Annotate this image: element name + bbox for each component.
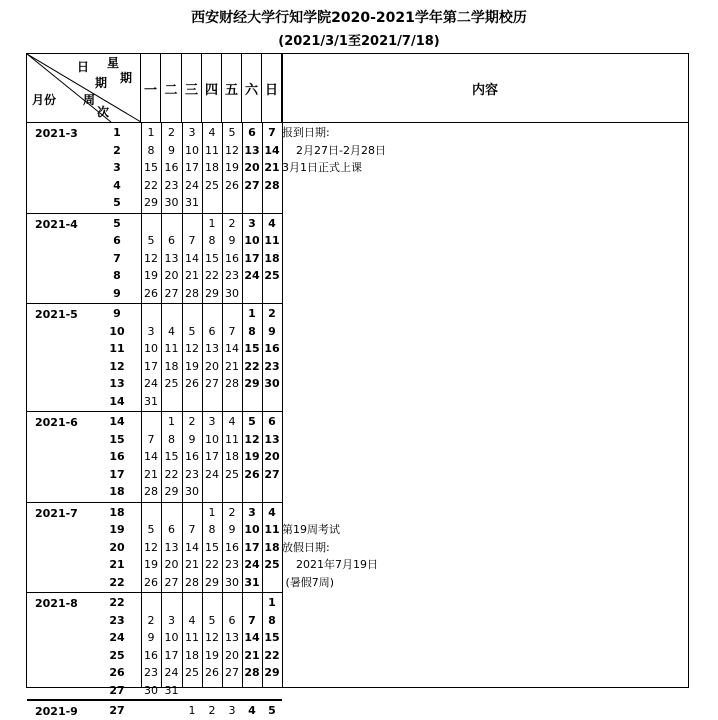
day-cell: 20 [164, 269, 179, 282]
week-number: 10 [109, 324, 125, 338]
day-cell: 9 [228, 523, 236, 536]
day-cell: 2 [228, 505, 236, 519]
day-cell: 9 [228, 234, 236, 247]
column-divider [242, 122, 243, 687]
day-cell: 24 [205, 467, 219, 481]
day-cell: 14 [225, 342, 239, 355]
day-cell: 31 [144, 394, 158, 408]
day-cell: 17 [244, 540, 260, 554]
corner-label-ci: 次 [97, 105, 110, 119]
day-cell: 21 [185, 269, 199, 282]
day-cell: 31 [244, 575, 260, 589]
month-separator [27, 700, 282, 701]
day-cell: 1 [248, 307, 256, 320]
day-cell: 28 [244, 666, 260, 679]
week-number: 23 [109, 613, 125, 627]
day-cell: 26 [225, 178, 239, 192]
day-cell: 2 [228, 216, 236, 230]
day-cell: 1 [208, 216, 216, 230]
calendar-table [26, 53, 689, 718]
day-cell: 14 [185, 540, 199, 554]
day-cell: 18 [264, 540, 280, 554]
day-cell: 6 [268, 415, 276, 428]
month-label: 2021-5 [35, 308, 78, 321]
day-cell: 20 [164, 558, 179, 571]
day-cell: 10 [205, 432, 219, 446]
week-number: 22 [109, 575, 125, 589]
content-note: 2021年7月19日 [282, 558, 378, 571]
page-subtitle: (2021/3/1至2021/7/18) [278, 34, 440, 49]
day-cell: 6 [168, 234, 175, 247]
day-cell: 24 [164, 666, 179, 679]
day-cell: 6 [228, 613, 236, 627]
week-number: 26 [109, 666, 125, 679]
day-cell: 16 [164, 161, 179, 174]
content-note: 报到日期: [282, 126, 330, 139]
day-cell: 10 [244, 234, 260, 247]
month-separator [27, 592, 282, 593]
day-cell: 29 [144, 196, 158, 209]
week-number: 6 [113, 234, 121, 247]
day-cell: 25 [205, 178, 219, 192]
corner-label-month: 月份 [32, 93, 57, 107]
week-number: 22 [109, 596, 125, 609]
month-separator [27, 502, 282, 503]
day-cell: 13 [225, 631, 239, 644]
day-cell: 1 [147, 126, 155, 139]
day-cell: 31 [164, 683, 179, 697]
content-note: 放假日期: [282, 540, 330, 554]
day-cell: 27 [164, 575, 179, 589]
day-cell: 5 [208, 613, 216, 627]
week-number: 11 [109, 342, 125, 355]
day-cell: 13 [164, 540, 179, 554]
day-cell: 29 [244, 377, 260, 390]
day-cell: 15 [205, 251, 219, 265]
day-cell: 22 [205, 558, 219, 571]
content-note: 3月1日正式上课 [282, 161, 362, 174]
day-cell: 17 [144, 359, 158, 373]
day-cell: 1 [208, 505, 216, 519]
day-cell: 19 [144, 269, 158, 282]
day-cell: 22 [205, 269, 219, 282]
day-cell: 3 [208, 415, 216, 428]
day-cell: 21 [244, 648, 260, 662]
day-cell: 11 [185, 631, 199, 644]
month-label: 2021-8 [35, 597, 78, 610]
column-divider [202, 122, 203, 687]
day-cell: 23 [225, 269, 239, 282]
day-cell: 24 [144, 377, 158, 390]
day-cell: 23 [225, 558, 239, 571]
day-cell: 30 [185, 485, 199, 498]
day-cell: 9 [188, 432, 196, 446]
day-cell: 6 [248, 126, 256, 139]
day-cell: 20 [244, 161, 260, 174]
week-number: 16 [109, 450, 125, 463]
day-cell: 13 [205, 342, 219, 355]
corner-label-zhou: 周 [83, 93, 96, 107]
weekday-header: 四 [202, 54, 222, 122]
day-cell: 19 [225, 161, 239, 174]
day-cell: 22 [144, 178, 158, 192]
day-cell: 13 [244, 143, 260, 157]
content-note: 第19周考试 [282, 523, 340, 536]
day-cell: 27 [225, 666, 239, 679]
day-cell: 7 [268, 126, 276, 139]
day-cell: 28 [185, 286, 199, 300]
day-cell: 5 [147, 234, 155, 247]
day-cell: 5 [228, 126, 236, 139]
day-cell: 20 [205, 359, 219, 373]
day-cell: 27 [264, 467, 280, 481]
column-divider [222, 122, 223, 687]
day-cell: 15 [144, 161, 158, 174]
day-cell: 31 [185, 196, 199, 209]
day-cell: 7 [188, 234, 196, 247]
day-cell: 10 [244, 523, 260, 536]
week-number: 15 [109, 432, 125, 446]
day-cell: 11 [164, 342, 179, 355]
day-cell: 21 [225, 359, 239, 373]
day-cell: 24 [185, 178, 199, 192]
day-cell: 8 [147, 143, 155, 157]
day-cell: 1 [188, 704, 196, 717]
day-cell: 7 [188, 523, 196, 536]
day-cell: 11 [264, 523, 280, 536]
day-cell: 10 [144, 342, 158, 355]
day-cell: 7 [228, 324, 236, 338]
day-cell: 30 [164, 196, 179, 209]
day-cell: 30 [144, 683, 158, 697]
day-cell: 7 [248, 613, 256, 627]
corner-header [27, 54, 141, 122]
corner-label-period: 期 [95, 76, 108, 90]
day-cell: 26 [144, 575, 158, 589]
day-cell: 12 [244, 432, 260, 446]
week-number: 9 [113, 286, 121, 300]
content-note: (暑假7周) [282, 575, 335, 589]
day-cell: 19 [244, 450, 260, 463]
week-number: 18 [109, 485, 125, 498]
day-cell: 23 [164, 178, 179, 192]
week-number: 1 [113, 126, 121, 139]
day-cell: 2 [147, 613, 155, 627]
day-cell: 16 [185, 450, 199, 463]
weekday-header: 三 [182, 54, 202, 122]
week-number: 27 [109, 704, 125, 717]
month-label: 2021-3 [35, 127, 78, 140]
day-cell: 2 [268, 307, 276, 320]
day-cell: 4 [188, 613, 196, 627]
month-label: 2021-9 [35, 705, 78, 718]
day-cell: 25 [185, 666, 199, 679]
month-separator [27, 213, 282, 214]
week-number: 7 [113, 251, 121, 265]
day-cell: 28 [185, 575, 199, 589]
day-cell: 9 [147, 631, 155, 644]
day-cell: 27 [244, 178, 260, 192]
month-label: 2021-4 [35, 217, 78, 231]
day-cell: 1 [268, 596, 276, 609]
day-cell: 9 [168, 143, 175, 157]
day-cell: 25 [225, 467, 239, 481]
week-number: 24 [109, 631, 125, 644]
day-cell: 13 [164, 251, 179, 265]
day-cell: 30 [264, 377, 280, 390]
day-cell: 2 [208, 704, 216, 717]
month-separator [27, 699, 282, 700]
day-cell: 12 [144, 540, 158, 554]
day-cell: 29 [264, 666, 280, 679]
day-cell: 16 [225, 540, 239, 554]
week-number: 5 [113, 196, 121, 209]
day-cell: 30 [225, 575, 239, 589]
day-cell: 14 [144, 450, 158, 463]
week-number: 3 [113, 161, 121, 174]
day-cell: 5 [248, 415, 256, 428]
month-separator [27, 411, 282, 412]
week-number: 27 [109, 683, 125, 697]
day-cell: 4 [208, 126, 216, 139]
day-cell: 10 [164, 631, 179, 644]
day-cell: 26 [205, 666, 219, 679]
week-number: 4 [113, 178, 121, 192]
day-cell: 26 [244, 467, 260, 481]
day-cell: 12 [205, 631, 219, 644]
day-cell: 6 [208, 324, 216, 338]
day-cell: 27 [164, 286, 179, 300]
day-cell: 16 [225, 251, 239, 265]
day-cell: 25 [264, 269, 280, 282]
day-cell: 12 [185, 342, 199, 355]
day-cell: 4 [268, 216, 276, 230]
day-cell: 3 [188, 126, 196, 139]
day-cell: 26 [185, 377, 199, 390]
week-number: 14 [109, 394, 125, 408]
day-cell: 15 [264, 631, 280, 644]
day-cell: 27 [205, 377, 219, 390]
day-cell: 11 [205, 143, 219, 157]
day-cell: 18 [225, 450, 239, 463]
week-number: 2 [113, 143, 121, 157]
week-number: 12 [109, 359, 125, 373]
day-cell: 29 [205, 575, 219, 589]
week-number: 5 [113, 216, 121, 230]
day-cell: 15 [244, 342, 260, 355]
day-cell: 16 [144, 648, 158, 662]
day-cell: 4 [168, 324, 175, 338]
content-header: 内容 [471, 82, 498, 98]
day-cell: 8 [208, 234, 216, 247]
day-cell: 22 [264, 648, 280, 662]
day-cell: 9 [268, 324, 276, 338]
day-cell: 7 [147, 432, 155, 446]
corner-label-xing: 星 [107, 56, 120, 70]
day-cell: 17 [205, 450, 219, 463]
day-cell: 25 [164, 377, 179, 390]
day-cell: 25 [264, 558, 280, 571]
weekday-header: 一 [141, 54, 161, 122]
week-number: 14 [109, 415, 125, 428]
day-cell: 23 [144, 666, 158, 679]
day-cell: 17 [244, 251, 260, 265]
week-number: 25 [109, 648, 125, 662]
header-rule [27, 122, 688, 123]
page-title: 西安财经大学行知学院2020-2021学年第二学期校历 [191, 10, 527, 26]
day-cell: 23 [264, 359, 280, 373]
day-cell: 13 [264, 432, 280, 446]
day-cell: 24 [244, 269, 260, 282]
day-cell: 3 [228, 704, 236, 717]
day-cell: 4 [248, 704, 256, 717]
day-cell: 5 [268, 704, 276, 717]
day-cell: 8 [168, 432, 175, 446]
day-cell: 3 [147, 324, 155, 338]
day-cell: 23 [185, 467, 199, 481]
week-number: 17 [109, 467, 125, 481]
day-cell: 22 [244, 359, 260, 373]
day-cell: 14 [244, 631, 260, 644]
day-cell: 22 [164, 467, 179, 481]
week-number: 9 [113, 307, 121, 320]
day-cell: 24 [244, 558, 260, 571]
day-cell: 4 [268, 505, 276, 519]
day-cell: 12 [225, 143, 239, 157]
weekday-header: 日 [262, 54, 282, 122]
month-label: 2021-7 [35, 506, 78, 520]
day-cell: 19 [205, 648, 219, 662]
day-cell: 14 [185, 251, 199, 265]
day-cell: 3 [248, 216, 256, 230]
corner-label-qi: 期 [120, 71, 133, 85]
day-cell: 29 [205, 286, 219, 300]
day-cell: 15 [164, 450, 179, 463]
day-cell: 8 [268, 613, 276, 627]
day-cell: 21 [185, 558, 199, 571]
day-cell: 8 [208, 523, 216, 536]
content-note: 2月27日-2月28日 [282, 143, 386, 157]
day-cell: 26 [144, 286, 158, 300]
day-cell: 29 [164, 485, 179, 498]
day-cell: 10 [185, 143, 199, 157]
day-cell: 21 [144, 467, 158, 481]
day-cell: 2 [168, 126, 175, 139]
day-cell: 16 [264, 342, 280, 355]
day-cell: 17 [164, 648, 179, 662]
day-cell: 18 [205, 161, 219, 174]
day-cell: 11 [225, 432, 239, 446]
weekday-header: 二 [161, 54, 182, 122]
day-cell: 28 [144, 485, 158, 498]
day-cell: 3 [168, 613, 175, 627]
week-number: 21 [109, 558, 125, 571]
day-cell: 30 [225, 286, 239, 300]
day-cell: 21 [264, 161, 280, 174]
weekday-header: 六 [242, 54, 262, 122]
day-cell: 20 [264, 450, 280, 463]
day-cell: 5 [147, 523, 155, 536]
week-number: 20 [109, 540, 125, 554]
day-cell: 18 [264, 251, 280, 265]
day-cell: 4 [228, 415, 236, 428]
week-number: 19 [109, 523, 125, 536]
week-number: 8 [113, 269, 121, 282]
day-cell: 18 [185, 648, 199, 662]
day-cell: 8 [248, 324, 256, 338]
week-number: 13 [109, 377, 125, 390]
day-cell: 1 [168, 415, 175, 428]
day-cell: 2 [188, 415, 196, 428]
weekday-header: 五 [222, 54, 242, 122]
day-cell: 3 [248, 505, 256, 519]
week-number: 18 [109, 505, 125, 519]
day-cell: 19 [185, 359, 199, 373]
day-cell: 6 [168, 523, 175, 536]
day-cell: 28 [225, 377, 239, 390]
day-cell: 20 [225, 648, 239, 662]
day-cell: 15 [205, 540, 219, 554]
month-separator [27, 303, 282, 304]
month-label: 2021-6 [35, 416, 78, 429]
day-cell: 12 [144, 251, 158, 265]
day-cell: 28 [264, 178, 280, 192]
corner-label-day: 日 [77, 60, 90, 74]
day-cell: 11 [264, 234, 280, 247]
day-cell: 19 [144, 558, 158, 571]
day-cell: 5 [188, 324, 196, 338]
day-cell: 17 [185, 161, 199, 174]
day-cell: 14 [264, 143, 280, 157]
day-cell: 18 [164, 359, 179, 373]
